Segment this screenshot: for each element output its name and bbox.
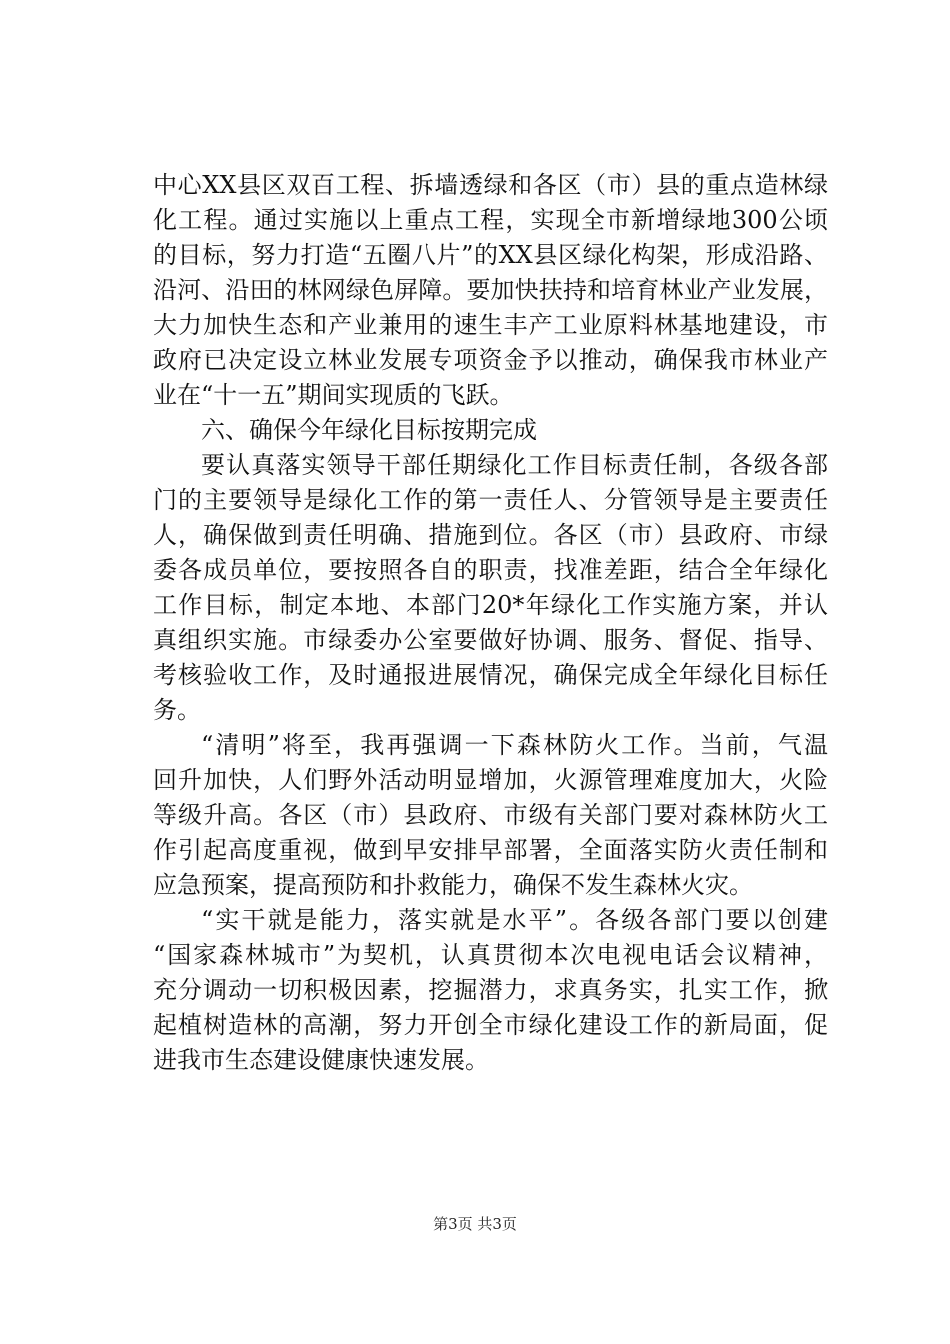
text-line: 化工程。通过实施以上重点工程，实现全市新增绿地300公顷 [153, 206, 828, 234]
text-line: 政府已决定设立林业发展专项资金予以推动，确保我市林业产 [153, 346, 828, 374]
text-line: 委各成员单位，要按照各自的职责，找准差距，结合全年绿化 [153, 556, 828, 584]
text-line: 大力加快生态和产业兼用的速生丰产工业原料林基地建设，市 [153, 311, 828, 339]
page-footer: 第3页 共3页 [433, 1215, 517, 1233]
text-line: 等级升高。各区（市）县政府、市级有关部门要对森林防火工 [153, 801, 828, 829]
text-line: 务。 [153, 696, 201, 724]
text-line: 工作目标，制定本地、本部门20*年绿化工作实施方案，并认 [153, 591, 828, 619]
text-line: “清明”将至，我再强调一下森林防火工作。当前，气温 [201, 731, 828, 759]
paragraph-greening-projects [153, 168, 828, 413]
text-line: 回升加快，人们野外活动明显增加，火源管理难度加大，火险 [153, 766, 828, 794]
text-line: “实干就是能力，落实就是水平”。各级各部门要以创建 [201, 906, 828, 934]
paragraph-conclusion [153, 903, 828, 1078]
text-line: 沿河、沿田的林网绿色屏障。要加快扶持和培育林业产业发展， [153, 276, 828, 304]
text-line: 考核验收工作，及时通报进展情况，确保完成全年绿化目标任 [153, 661, 828, 689]
text-line: 六、确保今年绿化目标按期完成 [201, 416, 537, 444]
text-line: 起植树造林的高潮，努力开创全市绿化建设工作的新局面，促 [153, 1011, 828, 1039]
text-line: 业在“十一五”期间实现质的飞跃。 [153, 381, 514, 409]
text-line: 门的主要领导是绿化工作的第一责任人、分管领导是主要责任 [153, 486, 828, 514]
paragraph-fire-prevention [153, 728, 828, 903]
text-line: 应急预案，提高预防和扑救能力，确保不发生森林火灾。 [153, 871, 753, 899]
text-line: 真组织实施。市绿委办公室要做好协调、服务、督促、指导、 [153, 626, 828, 654]
text-line: “国家森林城市”为契机，认真贯彻本次电视电话会议精神， [153, 941, 828, 969]
text-line: 作引起高度重视，做到早安排早部署，全面落实防火责任制和 [153, 836, 828, 864]
text-line: 人，确保做到责任明确、措施到位。各区（市）县政府、市绿 [153, 521, 828, 549]
text-line: 要认真落实领导干部任期绿化工作目标责任制，各级各部 [201, 451, 828, 479]
text-line: 中心XX县区双百工程、拆墙透绿和各区（市）县的重点造林绿 [153, 171, 828, 199]
paragraph-responsibility [153, 448, 828, 728]
text-line: 进我市生态建设健康快速发展。 [153, 1046, 489, 1074]
text-line: 充分调动一切积极因素，挖掘潜力，求真务实，扎实工作，掀 [153, 976, 828, 1004]
document-body [153, 168, 828, 1078]
section-heading-six [153, 413, 828, 448]
text-line: 的目标，努力打造“五圈八片”的XX县区绿化构架，形成沿路、 [153, 241, 828, 269]
